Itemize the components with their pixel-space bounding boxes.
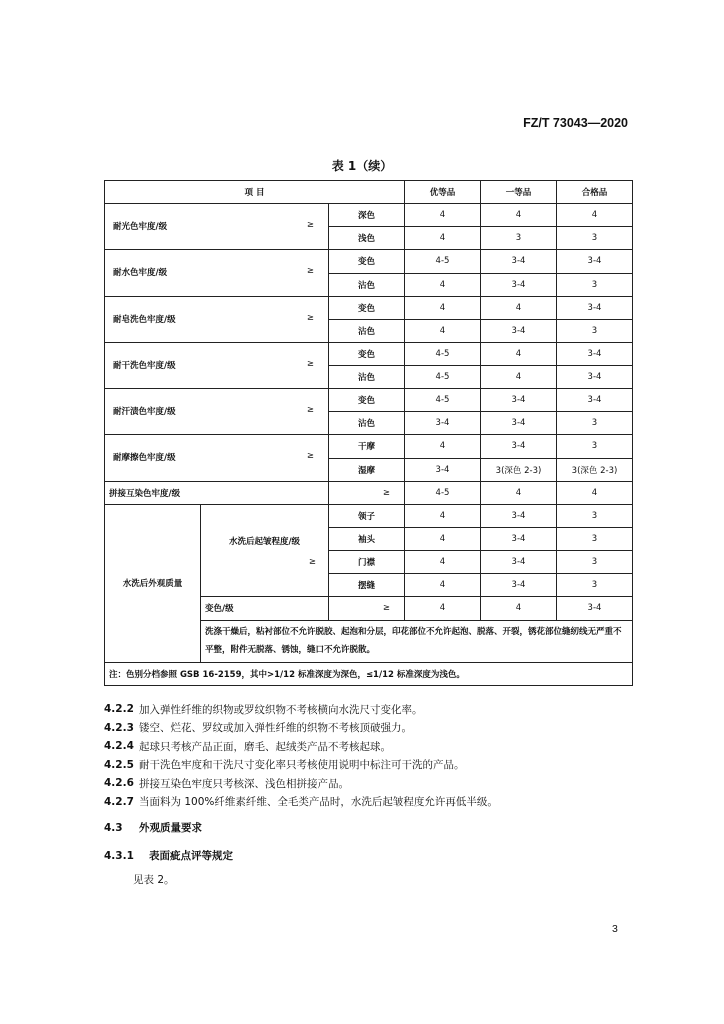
value-cell: 3-4 xyxy=(481,574,557,597)
value-cell: 3-4 xyxy=(481,389,557,412)
value-cell: 4 xyxy=(405,319,481,342)
color-change-label: 变色/级 xyxy=(201,597,329,620)
clause-item xyxy=(104,793,644,812)
clause-list xyxy=(104,700,644,811)
splice-excellent: 4-5 xyxy=(405,481,481,504)
fastness-group-label: 耐光色牢度/级 xyxy=(113,222,168,233)
section-heading xyxy=(104,820,202,835)
value-cell: 4-5 xyxy=(405,342,481,365)
ge-sign: ≥ xyxy=(329,481,405,504)
fastness-sub-label: 变色 xyxy=(329,389,405,412)
value-cell: 4 xyxy=(405,574,481,597)
page-number: 3 xyxy=(612,923,618,935)
value-cell: 3-4 xyxy=(405,412,481,435)
fastness-group-label-cell xyxy=(105,389,329,435)
ge-sign: ≥ xyxy=(306,358,314,369)
clause-text: 起球只考核产品正面，磨毛、起绒类产品不考核起球。 xyxy=(139,740,391,753)
value-cell: 3-4 xyxy=(481,504,557,527)
clause-item xyxy=(104,774,644,793)
ge-sign: ≥ xyxy=(306,312,314,323)
value-cell: 3 xyxy=(557,574,633,597)
value-cell: 4-5 xyxy=(405,250,481,273)
ge-sign: ≥ xyxy=(308,556,316,567)
fastness-group-label-cell xyxy=(105,250,329,296)
value-cell: 3 xyxy=(557,528,633,551)
value-cell: 4 xyxy=(557,204,633,227)
splice-first: 4 xyxy=(481,481,557,504)
section-title: 外观质量要求 xyxy=(139,822,202,834)
standard-code: FZ/T 73043—2020 xyxy=(523,116,628,130)
clause-item xyxy=(104,756,644,775)
value-cell: 3-4 xyxy=(481,551,557,574)
fastness-sub-label: 沾色 xyxy=(329,366,405,389)
value-cell: 3-4 xyxy=(557,296,633,319)
clause-number: 4.2.4 xyxy=(104,740,134,753)
value-cell: 4 xyxy=(481,296,557,319)
value-cell: 3-4 xyxy=(405,458,481,481)
wrinkle-label-cell xyxy=(201,504,329,597)
fastness-group-label: 耐水色牢度/级 xyxy=(113,268,168,279)
clause-text: 耐干洗色牢度和干洗尺寸变化率只考核使用说明中标注可干洗的产品。 xyxy=(139,759,465,772)
value-cell: 3(深色 2-3) xyxy=(557,458,633,481)
value-cell: 4 xyxy=(405,227,481,250)
subsection-title: 表面疵点评等规定 xyxy=(149,850,233,862)
fastness-groups xyxy=(105,204,633,482)
clause-text: 镂空、烂花、罗纹或加入弹性纤维的织物不考核顶破强力。 xyxy=(139,722,412,735)
wrinkle-sub: 门襟 xyxy=(329,551,405,574)
value-cell: 3 xyxy=(557,412,633,435)
fastness-group-label-cell xyxy=(105,342,329,388)
fastness-sub-label: 干摩 xyxy=(329,435,405,458)
value-cell: 3-4 xyxy=(481,528,557,551)
splice-label: 拼接互染色牢度/级 xyxy=(105,481,329,504)
clause-text: 加入弹性纤维的织物或罗纹织物不考核横向水洗尺寸变化率。 xyxy=(139,703,423,716)
value-cell: 3 xyxy=(557,227,633,250)
wrinkle-sub: 摆缝 xyxy=(329,574,405,597)
wrinkle-sub: 袖头 xyxy=(329,528,405,551)
table-footnote: 注：色别分档参照 GSB 16-2159，其中>1/12 标准深度为深色，≤1/12 标准深度为浅色。 xyxy=(105,662,633,685)
clause-number: 4.2.6 xyxy=(104,777,134,790)
after-wash-label: 水洗后外观质量 xyxy=(105,504,201,662)
value-cell: 4 xyxy=(405,504,481,527)
spec-table xyxy=(104,180,633,686)
value-cell: 4 xyxy=(481,366,557,389)
value-cell: 4 xyxy=(405,597,481,620)
ge-sign: ≥ xyxy=(329,597,405,620)
clause-item xyxy=(104,700,644,719)
clause-number: 4.2.2 xyxy=(104,703,134,716)
fastness-group-label: 耐干洗色牢度/级 xyxy=(113,360,176,371)
value-cell: 3 xyxy=(557,504,633,527)
value-cell: 3-4 xyxy=(481,273,557,296)
fastness-sub-label: 沾色 xyxy=(329,412,405,435)
subsection-heading xyxy=(104,848,233,863)
subsection-number: 4.3.1 xyxy=(104,850,134,862)
section-number: 4.3 xyxy=(104,822,123,834)
fastness-sub-label: 浅色 xyxy=(329,227,405,250)
fastness-group-label-cell xyxy=(105,204,329,250)
clause-text: 拼接互染色牢度只考核深、浅色相拼接产品。 xyxy=(139,777,349,790)
clause-number: 4.2.3 xyxy=(104,721,134,734)
value-cell: 3-4 xyxy=(557,389,633,412)
fastness-sub-label: 变色 xyxy=(329,342,405,365)
value-cell: 4 xyxy=(405,528,481,551)
value-cell: 3-4 xyxy=(481,319,557,342)
fastness-group-label: 耐汗渍色牢度/级 xyxy=(113,407,176,418)
clause-item xyxy=(104,737,644,756)
fastness-sub-label: 深色 xyxy=(329,204,405,227)
fastness-sub-label: 沾色 xyxy=(329,319,405,342)
ge-sign: ≥ xyxy=(306,451,314,462)
value-cell: 3(深色 2-3) xyxy=(481,458,557,481)
value-cell: 3-4 xyxy=(481,412,557,435)
clause-number: 4.2.7 xyxy=(104,795,134,808)
value-cell: 4 xyxy=(405,551,481,574)
value-cell: 3 xyxy=(557,319,633,342)
fastness-sub-label: 变色 xyxy=(329,250,405,273)
value-cell: 3-4 xyxy=(557,250,633,273)
value-cell: 4 xyxy=(481,204,557,227)
value-cell: 4 xyxy=(405,435,481,458)
value-cell: 4 xyxy=(481,597,557,620)
table-caption: 表 1（续） xyxy=(331,159,393,173)
clause-item xyxy=(104,719,644,738)
value-cell: 3 xyxy=(557,273,633,296)
header-grade-first: 一等品 xyxy=(481,181,557,204)
value-cell: 4-5 xyxy=(405,366,481,389)
ge-sign: ≥ xyxy=(306,220,314,231)
value-cell: 4 xyxy=(405,273,481,296)
clause-number: 4.2.5 xyxy=(104,758,134,771)
fastness-group-label: 耐摩擦色牢度/级 xyxy=(113,453,176,464)
fastness-group-label: 耐皂洗色牢度/级 xyxy=(113,314,176,325)
fastness-group-label-cell xyxy=(105,296,329,342)
splice-qualified: 4 xyxy=(557,481,633,504)
value-cell: 3-4 xyxy=(557,342,633,365)
ge-sign: ≥ xyxy=(306,405,314,416)
value-cell: 3-4 xyxy=(481,250,557,273)
header-grade-excellent: 优等品 xyxy=(405,181,481,204)
value-cell: 4 xyxy=(405,296,481,319)
header-item: 项 目 xyxy=(105,181,405,204)
wrinkle-sub: 领子 xyxy=(329,504,405,527)
value-cell: 4 xyxy=(405,204,481,227)
see-table-text: 见表 2。 xyxy=(133,874,175,886)
after-wash-note: 洗涤干燥后，粘衬部位不允许脱胶、起泡和分层，印花部位不允许起泡、脱落、开裂，锈花部位缝纫线无严重不平整，附件无脱落、锈蚀，缝口不允许脱散。 xyxy=(201,620,633,662)
fastness-sub-label: 沾色 xyxy=(329,273,405,296)
value-cell: 4 xyxy=(481,342,557,365)
value-cell: 3-4 xyxy=(557,366,633,389)
value-cell: 3-4 xyxy=(481,435,557,458)
fastness-sub-label: 变色 xyxy=(329,296,405,319)
header-grade-qualified: 合格品 xyxy=(557,181,633,204)
fastness-sub-label: 湿摩 xyxy=(329,458,405,481)
wrinkle-label: 水洗后起皱程度/级 xyxy=(228,536,301,547)
value-cell: 3-4 xyxy=(557,597,633,620)
value-cell: 3 xyxy=(557,435,633,458)
value-cell: 3 xyxy=(557,551,633,574)
ge-sign: ≥ xyxy=(306,266,314,277)
value-cell: 4-5 xyxy=(405,389,481,412)
fastness-group-label-cell xyxy=(105,435,329,481)
clause-text: 当面料为 100%纤维素纤维、全毛类产品时，水洗后起皱程度允许再低半级。 xyxy=(139,796,498,809)
value-cell: 3 xyxy=(481,227,557,250)
